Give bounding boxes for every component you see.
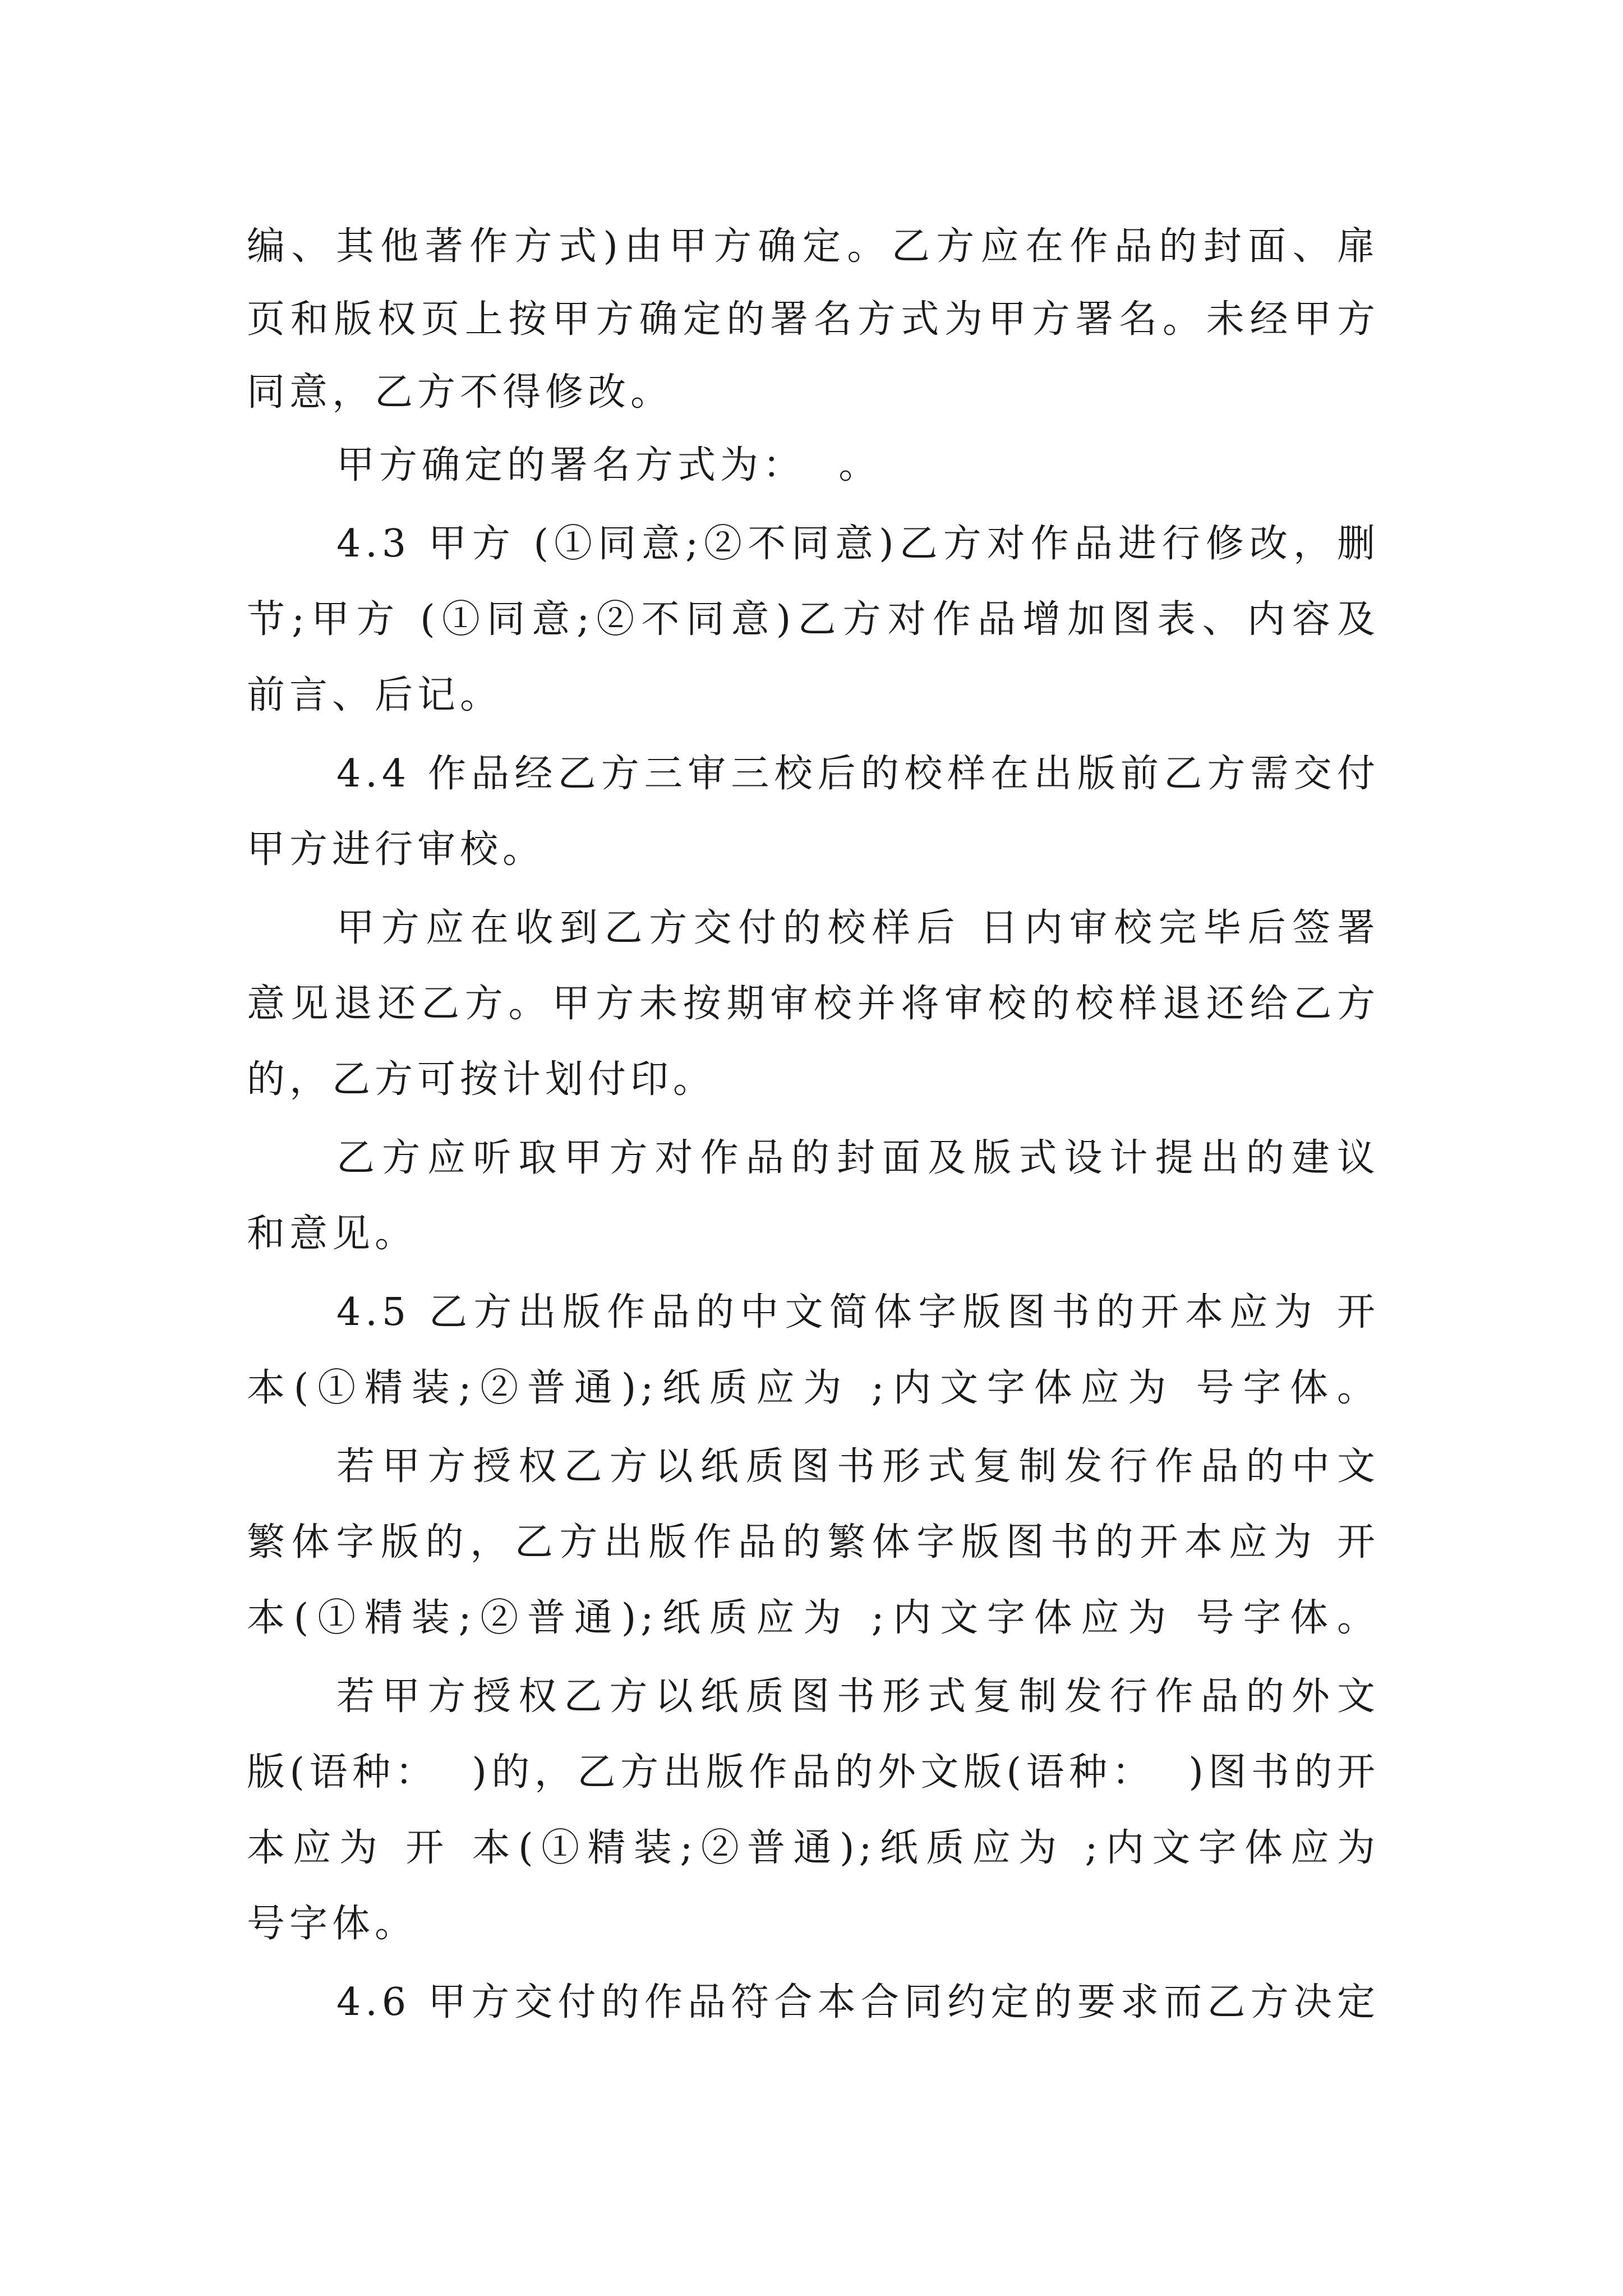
text-line-10: 甲方应在收到乙方交付的校样后 日内审校完毕后签署 [336, 906, 1380, 950]
text-line-16: 本(①精装;②普通);纸质应为 ;内文字体应为 号字体。 [247, 1366, 1380, 1410]
text-line-18: 繁体字版的，乙方出版作品的繁体字版图书的开本应为 开 [247, 1520, 1380, 1565]
text-line-9: 甲方进行审校。 [247, 827, 546, 872]
text-line-14: 和意见。 [247, 1212, 418, 1256]
text-line-8: 4.4 作品经乙方三审三校后的校样在出版前乙方需交付 [336, 752, 1380, 796]
text-line-15: 4.5 乙方出版作品的中文简体字版图书的开本应为 开 [336, 1290, 1380, 1335]
text-line-22: 本应为 开 本(①精装;②普通);纸质应为 ;内文字体应为 [247, 1826, 1380, 1870]
text-line-23: 号字体。 [247, 1902, 418, 1946]
text-line-2: 页和版权页上按甲方确定的署名方式为甲方署名。未经甲方 [247, 297, 1380, 342]
text-line-12: 的，乙方可按计划付印。 [247, 1057, 716, 1102]
text-line-11: 意见退还乙方。甲方未按期审校并将审校的校样退还给乙方 [247, 982, 1380, 1026]
text-line-13: 乙方应听取甲方对作品的封面及版式设计提出的建议 [336, 1136, 1380, 1180]
text-line-24: 4.6 甲方交付的作品符合本合同约定的要求而乙方决定 [336, 1980, 1380, 2024]
text-line-7: 前言、后记。 [247, 673, 503, 717]
text-line-21: 版(语种： )的，乙方出版作品的外文版(语种： )图书的开 [247, 1750, 1380, 1795]
text-line-3: 同意，乙方不得修改。 [247, 370, 674, 415]
text-line-6: 节;甲方 (①同意;②不同意)乙方对作品增加图表、内容及 [247, 597, 1380, 642]
text-line-1: 编、其他著作方式)由甲方确定。乙方应在作品的封面、扉 [247, 224, 1380, 269]
text-line-17: 若甲方授权乙方以纸质图书形式复制发行作品的中文 [336, 1444, 1380, 1489]
text-line-5: 4.3 甲方 (①同意;②不同意)乙方对作品进行修改，删 [336, 522, 1380, 566]
text-line-4: 甲方确定的署名方式为： 。 [336, 443, 882, 487]
text-line-20: 若甲方授权乙方以纸质图书形式复制发行作品的外文 [336, 1674, 1380, 1719]
text-line-19: 本(①精装;②普通);纸质应为 ;内文字体应为 号字体。 [247, 1596, 1380, 1640]
